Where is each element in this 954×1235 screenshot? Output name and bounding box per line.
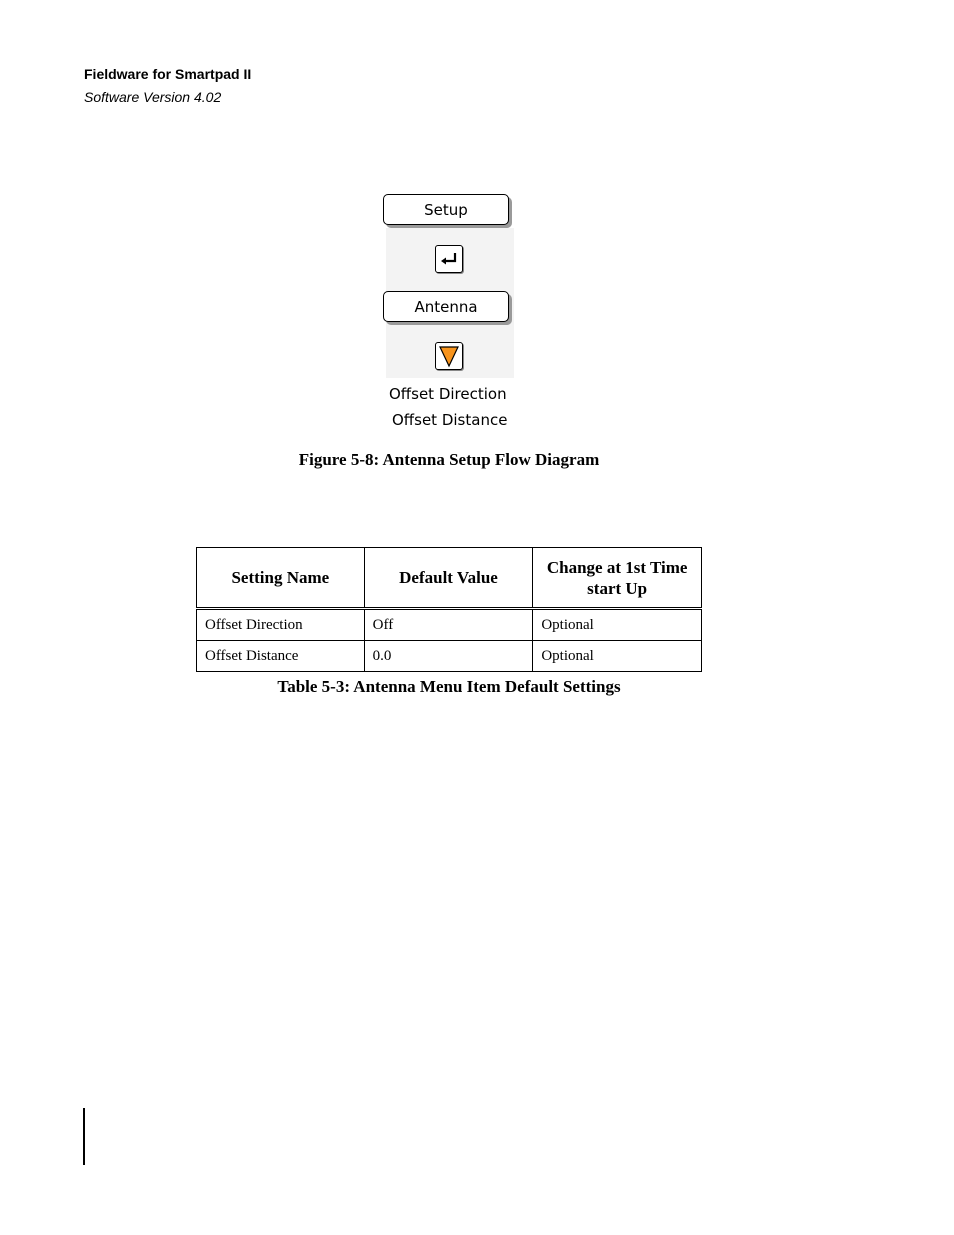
table-cell: Optional xyxy=(533,641,702,672)
margin-change-bar xyxy=(83,1108,85,1165)
table-header-row xyxy=(197,548,702,609)
down-arrow-key-icon[interactable] xyxy=(435,342,463,370)
option-offset-direction[interactable]: Offset Direction xyxy=(389,385,507,403)
column-header-setting-name: Setting Name xyxy=(197,548,365,609)
table-caption: Table 5-3: Antenna Menu Item Default Settings xyxy=(277,677,621,696)
enter-arrow-icon xyxy=(436,246,464,274)
column-header-default-value: Default Value xyxy=(364,548,533,609)
antenna-button[interactable] xyxy=(383,291,509,322)
settings-table xyxy=(196,547,702,672)
table-cell: Optional xyxy=(533,609,702,641)
header-subtitle: Software Version 4.02 xyxy=(84,89,222,105)
table-row xyxy=(197,609,702,641)
setup-button[interactable] xyxy=(383,194,509,225)
column-header-change-first-start: Change at 1st Time start Up xyxy=(533,548,702,609)
orange-down-triangle-icon xyxy=(436,343,464,371)
antenna-button-label: Antenna xyxy=(414,297,478,316)
table-cell: Off xyxy=(364,609,533,641)
table-cell: Offset Distance xyxy=(197,641,365,672)
table-cell: Offset Direction xyxy=(197,609,365,641)
table-row xyxy=(197,641,702,672)
table-cell: 0.0 xyxy=(364,641,533,672)
option-offset-distance[interactable]: Offset Distance xyxy=(392,411,508,429)
enter-key-icon[interactable] xyxy=(435,245,463,273)
figure-caption: Figure 5-8: Antenna Setup Flow Diagram xyxy=(298,450,600,469)
header-title: Fieldware for Smartpad II xyxy=(84,66,252,82)
setup-button-label: Setup xyxy=(424,200,468,219)
